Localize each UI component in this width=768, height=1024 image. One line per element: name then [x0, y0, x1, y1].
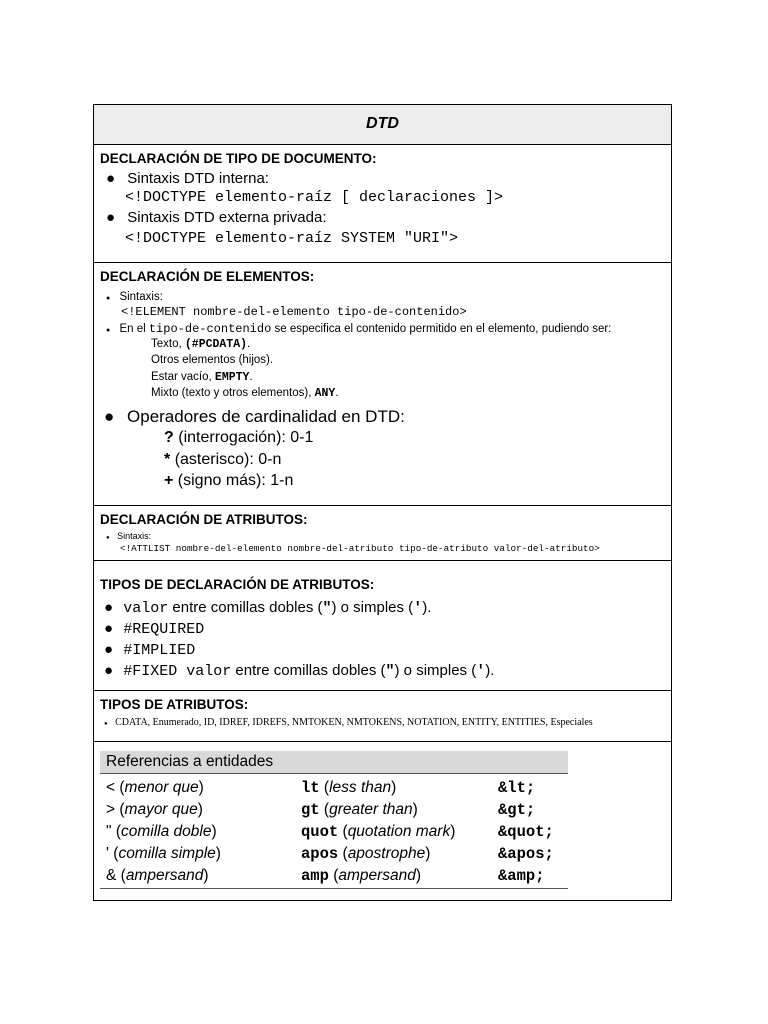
code-line: <!DOCTYPE elemento-raíz SYSTEM "URI"> — [125, 230, 459, 247]
symbol: ' — [413, 600, 423, 617]
list-item — [151, 354, 273, 366]
list-item — [106, 531, 151, 541]
text: ). — [485, 662, 495, 679]
text: greater than — [329, 801, 413, 818]
text: mayor que — [124, 801, 198, 818]
text: (asterisco): 0-n — [174, 451, 282, 468]
code-inline: valor — [123, 600, 169, 617]
entity-name: lt (less than) — [301, 779, 397, 797]
code-inline: #REQUIRED — [123, 621, 205, 638]
divider — [100, 888, 568, 889]
text: En el — [119, 323, 149, 335]
symbol: " — [106, 823, 112, 840]
symbol: ? — [164, 429, 174, 446]
text: se especifica el contenido permitido en el elemento, pudiendo ser: — [271, 323, 612, 335]
entities-heading: Referencias a entidades — [106, 753, 274, 770]
code-inline: quot — [301, 823, 339, 841]
list-item — [104, 641, 195, 659]
entity-char: " (comilla doble) — [106, 823, 217, 840]
attributes-heading: DECLARACIÓN DE ATRIBUTOS: — [100, 512, 308, 527]
divider — [94, 262, 671, 263]
list-item — [106, 291, 163, 303]
symbol: & — [106, 867, 117, 884]
text: entre comillas dobles ( — [231, 662, 386, 679]
attr-types-heading: TIPOS DE ATRIBUTOS: — [100, 697, 249, 712]
text: comilla doble — [120, 823, 212, 840]
entity-name: apos (apostrophe) — [301, 845, 431, 863]
symbol: > — [106, 801, 116, 818]
code-inline: #FIXED valor — [123, 663, 232, 680]
list-item — [164, 429, 313, 447]
list-item — [106, 322, 611, 336]
entity-name: quot (quotation mark) — [301, 823, 456, 841]
text: . — [249, 371, 253, 383]
text: comilla simple — [118, 845, 216, 862]
entity-name: amp (ampersand) — [301, 867, 422, 885]
code-inline: EMPTY — [214, 371, 250, 384]
bullet-icon: ● — [104, 620, 114, 637]
list-item — [106, 209, 326, 226]
code-inline: (#PCDATA) — [184, 338, 248, 351]
code-line: <!ELEMENT nombre-del-elemento tipo-de-contenido> — [121, 305, 467, 319]
elements-heading: DECLARACIÓN DE ELEMENTOS: — [100, 269, 315, 284]
symbol: ' — [476, 663, 486, 680]
bullet-icon: ● — [106, 209, 116, 226]
code-inline: #IMPLIED — [123, 642, 196, 659]
bullet-icon: ● — [106, 295, 111, 302]
text: menor que — [124, 779, 199, 796]
divider — [94, 505, 671, 506]
symbol: < — [106, 779, 116, 796]
entity-ref: &quot; — [498, 823, 554, 841]
text: . — [335, 387, 339, 399]
text: (signo más): 1-n — [177, 472, 294, 489]
item-label: Sintaxis DTD externa privada: — [127, 209, 327, 226]
entity-ref: &gt; — [498, 801, 536, 819]
symbol: " — [385, 663, 395, 680]
text: ampersand — [125, 867, 204, 884]
text: ampersand — [338, 867, 416, 884]
symbol: * — [164, 451, 171, 468]
text: Estar vacío, — [151, 371, 215, 383]
entity-char: < (menor que) — [106, 779, 204, 796]
text: (interrogación): 0-1 — [178, 429, 314, 446]
item-label: CDATA, Enumerado, ID, IDREF, IDREFS, NMTOKEN, NMTOKENS, NOTATION, ENTITY, ENTITIES, Especiales — [115, 717, 593, 728]
list-item — [104, 717, 593, 728]
entity-name: gt (greater than) — [301, 801, 418, 819]
code-line: <!ATTLIST nombre-del-elemento nombre-del-atributo tipo-de-atributo valor-del-atributo> — [120, 543, 600, 554]
bullet-icon: ● — [104, 407, 115, 426]
text: ) o simples ( — [331, 599, 414, 616]
bullet-icon: ● — [104, 599, 114, 616]
item-label: Sintaxis: — [117, 531, 152, 541]
code-inline: tipo-de-contenido — [148, 322, 272, 336]
divider — [94, 560, 671, 561]
symbol: + — [164, 472, 174, 489]
text: quotation mark — [347, 823, 451, 840]
symbol: " — [322, 600, 332, 617]
bullet-icon: ● — [104, 641, 114, 658]
list-item — [104, 407, 405, 427]
text: entre comillas dobles ( — [168, 599, 323, 616]
item-label: Sintaxis DTD interna: — [127, 170, 269, 187]
list-item — [164, 451, 281, 469]
list-item — [104, 620, 204, 638]
divider — [94, 144, 671, 145]
entity-char: > (mayor que) — [106, 801, 203, 818]
text: less than — [329, 779, 392, 796]
doctype-heading: DECLARACIÓN DE TIPO DE DOCUMENTO: — [100, 151, 377, 166]
list-item — [151, 338, 250, 351]
bullet-icon: ● — [104, 662, 114, 679]
list-item — [104, 599, 431, 617]
entity-char: & (ampersand) — [106, 867, 209, 884]
item-label: Sintaxis: — [119, 291, 163, 303]
code-inline: lt — [301, 779, 320, 797]
text: Texto, — [151, 338, 185, 350]
dtd-summary-sheet — [93, 104, 672, 901]
bullet-icon: ● — [106, 327, 111, 334]
symbol: ' — [106, 845, 109, 862]
bullet-icon: ● — [104, 721, 108, 727]
text: Otros elementos (hijos). — [151, 354, 274, 366]
text: . — [247, 338, 251, 350]
list-item — [151, 387, 339, 400]
list-item — [151, 371, 253, 384]
entity-ref: &lt; — [498, 779, 536, 797]
code-inline: gt — [301, 801, 320, 819]
list-item — [104, 662, 494, 680]
entity-char: ' (comilla simple) — [106, 845, 221, 862]
code-inline: apos — [301, 845, 339, 863]
page-title: DTD — [366, 115, 399, 132]
divider — [94, 690, 671, 691]
text: apostrophe — [347, 845, 426, 862]
bullet-icon: ● — [106, 535, 110, 541]
list-item — [106, 170, 269, 187]
text: ). — [422, 599, 432, 616]
code-inline: ANY — [314, 387, 336, 400]
divider — [100, 773, 568, 774]
code-inline: amp — [301, 867, 329, 885]
text: Mixto (texto y otros elementos), — [151, 387, 315, 399]
bullet-icon: ● — [106, 170, 116, 187]
divider — [94, 741, 671, 742]
attr-decl-heading: TIPOS DE DECLARACIÓN DE ATRIBUTOS: — [100, 577, 375, 592]
list-item — [164, 472, 293, 490]
text: ) o simples ( — [394, 662, 477, 679]
item-label: Operadores de cardinalidad en DTD: — [127, 407, 405, 426]
entity-ref: &apos; — [498, 845, 554, 863]
code-line: <!DOCTYPE elemento-raíz [ declaraciones ]> — [125, 189, 504, 206]
entity-ref: &amp; — [498, 867, 545, 885]
